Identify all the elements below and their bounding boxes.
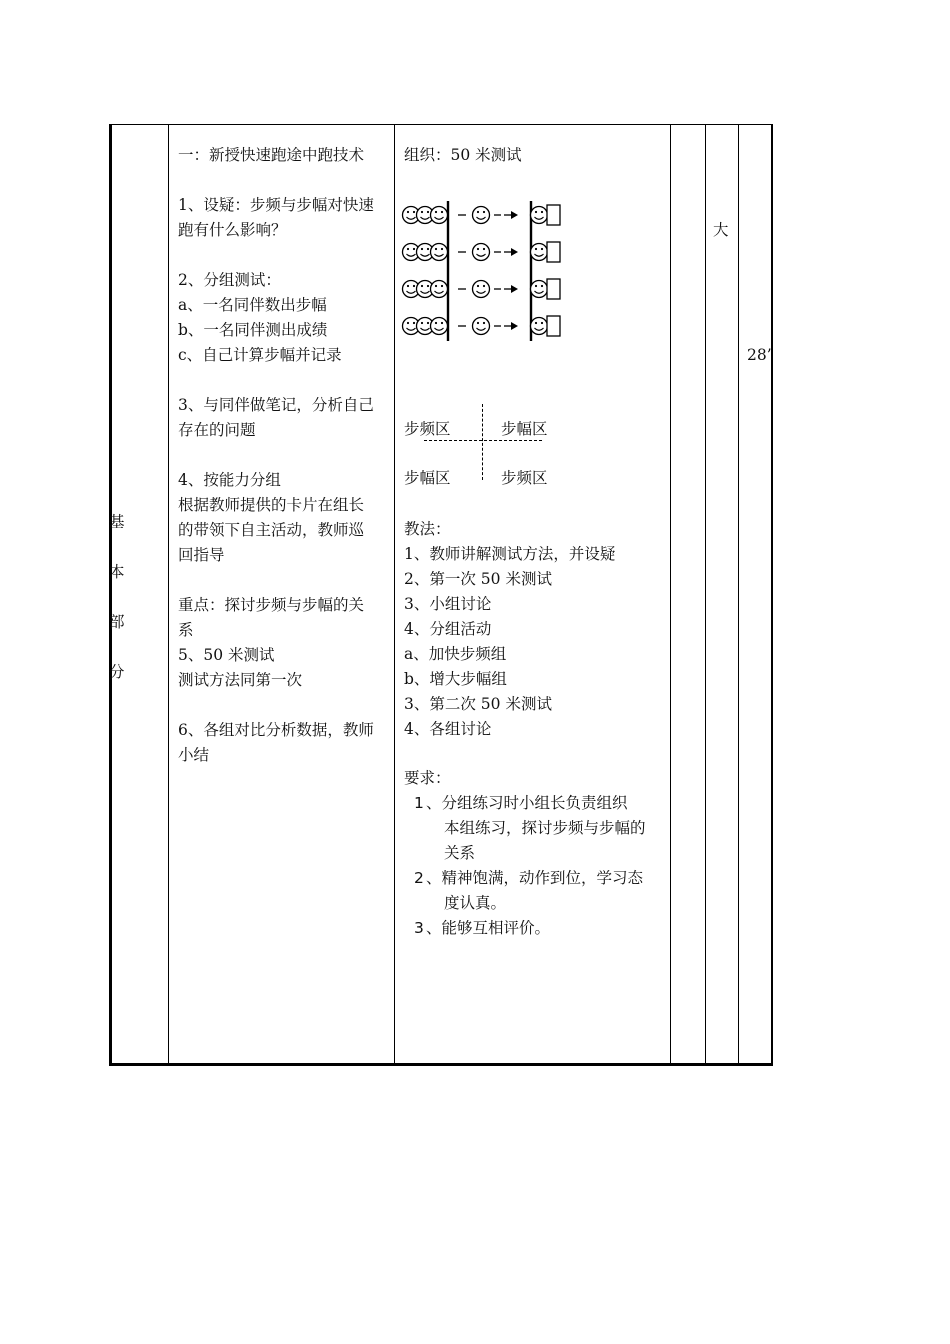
method-item: 4、各组讨论 — [404, 720, 492, 738]
column-divider — [738, 124, 739, 1066]
section-label — [109, 510, 129, 710]
runner-row — [403, 242, 561, 262]
section-char: 部 — [109, 613, 125, 631]
runner-row — [403, 279, 561, 299]
content-line: b、一名同伴测出成绩 — [178, 321, 328, 339]
requirement-line: 、精神饱满，动作到位，学习态 — [426, 869, 644, 887]
method-item: 2、第一次 50 米测试 — [404, 570, 552, 588]
content-line: 重点：探讨步频与步幅的关 — [178, 596, 365, 614]
formation-diagram — [400, 196, 565, 346]
content-paragraph — [178, 268, 390, 368]
teaching-content — [178, 143, 390, 793]
section-char: 基 — [109, 513, 125, 531]
content-line: 2、分组测试： — [178, 271, 281, 289]
requirement-line: 关系 — [444, 844, 476, 862]
content-line: a、一名同伴数出步幅 — [178, 296, 327, 314]
content-line: 1、设疑：步频与步幅对快速 — [178, 196, 374, 214]
content-line: 6、各组对比分析数据，教师 — [178, 721, 374, 739]
content-line: 4、按能力分组 — [178, 471, 281, 489]
section-char: 分 — [109, 663, 125, 681]
method-item: 4、分组活动 — [404, 620, 492, 638]
content-paragraph — [178, 718, 390, 768]
content-line: 5、50 米测试 — [178, 646, 275, 664]
requirement-item — [404, 916, 666, 941]
column-divider — [394, 124, 395, 1066]
zones-grid — [404, 404, 564, 494]
requirements-title: 要求： — [404, 769, 451, 787]
requirements-list — [404, 791, 666, 941]
organization-title: 组织：50 米测试 — [404, 146, 522, 164]
requirement-item — [404, 866, 666, 916]
column-divider — [670, 124, 671, 1066]
requirement-line: 、能够互相评价。 — [426, 919, 551, 937]
requirement-item — [404, 791, 666, 866]
requirement-line: 本组练习，探讨步频与步幅的 — [444, 819, 646, 837]
requirement-line: 、分组练习时小组长负责组织 — [426, 794, 628, 812]
method-item: 3、小组讨论 — [404, 595, 492, 613]
content-line: 3、与同伴做笔记，分析自己 — [178, 396, 374, 414]
method-item: b、增大步幅组 — [404, 670, 507, 688]
requirement-line: 度认真。 — [444, 894, 507, 912]
content-line: 一：新授快速跑途中跑技术 — [178, 146, 365, 164]
content-line: 跑有什么影响？ — [178, 221, 287, 239]
method-item: a、加快步频组 — [404, 645, 507, 663]
section-char: 本 — [109, 563, 125, 581]
method-item: 3、第二次 50 米测试 — [404, 695, 552, 713]
content-line: 小结 — [178, 746, 210, 764]
time-value: 28’ — [747, 346, 772, 364]
content-line: 存在的问题 — [178, 421, 256, 439]
content-line: c、自己计算步幅并记录 — [178, 346, 342, 364]
intensity-value: 大 — [713, 221, 729, 239]
method-block — [404, 517, 615, 742]
zone-label: 步幅区 — [501, 420, 548, 438]
content-line: 系 — [178, 621, 194, 639]
content-line: 的带领下自主活动，教师巡 — [178, 521, 365, 539]
organization-column — [404, 143, 662, 168]
content-paragraph — [178, 143, 390, 168]
method-title: 教法： — [404, 520, 451, 538]
requirement-number: 1 — [414, 794, 424, 812]
content-line: 测试方法同第一次 — [178, 671, 303, 689]
content-line: 根据教师提供的卡片在组长 — [178, 496, 365, 514]
column-divider — [705, 124, 706, 1066]
requirement-number: 2 — [414, 869, 424, 887]
content-paragraph — [178, 193, 390, 243]
zone-label: 步频区 — [404, 420, 451, 438]
zone-label: 步频区 — [501, 469, 548, 487]
column-divider — [168, 124, 169, 1066]
content-line: 回指导 — [178, 546, 225, 564]
method-item: 1、教师讲解测试方法，并设疑 — [404, 545, 616, 563]
content-paragraph — [178, 468, 390, 568]
requirement-number: 3 — [414, 919, 424, 937]
runner-row — [403, 316, 561, 336]
zone-divider-vertical — [482, 404, 483, 480]
runner-row — [403, 205, 561, 225]
content-paragraph — [178, 393, 390, 443]
content-paragraph — [178, 593, 390, 693]
zone-label: 步幅区 — [404, 469, 451, 487]
